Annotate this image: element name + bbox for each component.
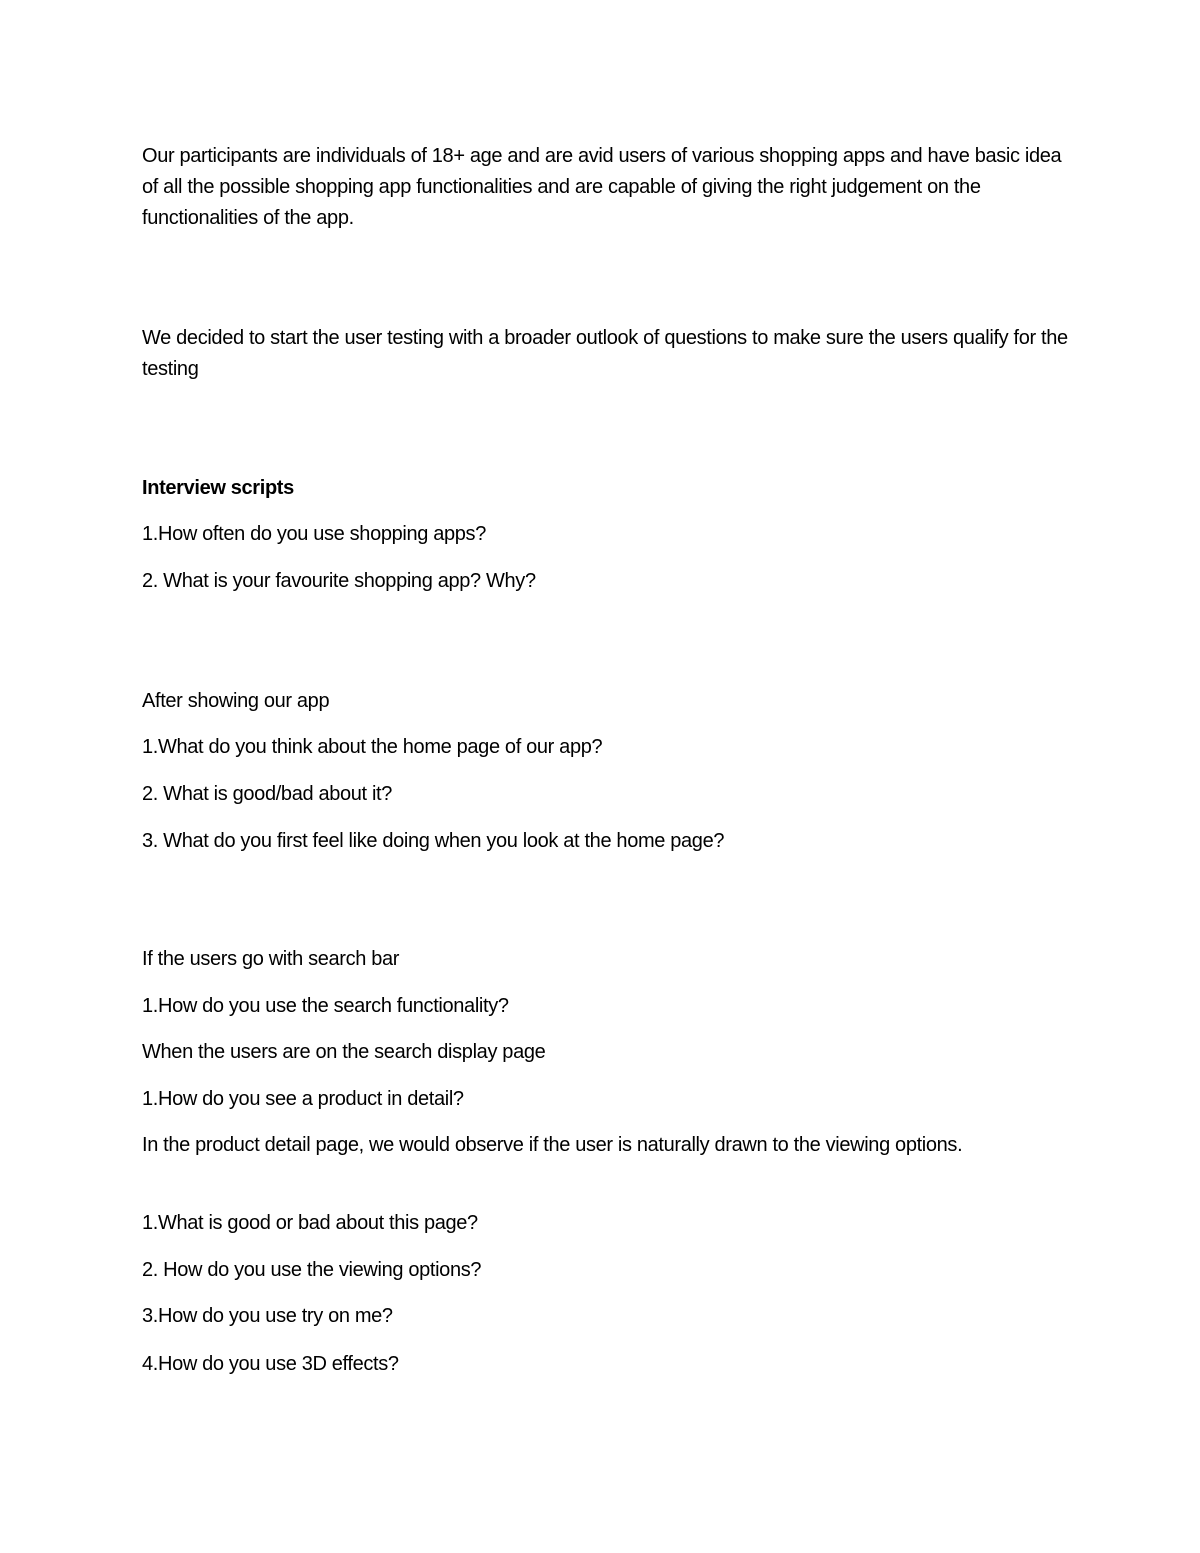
- testing-paragraph: We decided to start the user testing with a broader outlook of questions to make sure the users qualify for the testing: [142, 327, 1068, 380]
- question-search-functionality: 1.How do you use the search functionality?: [142, 995, 509, 1017]
- question-page-good-bad: 1.What is good or bad about this page?: [142, 1212, 478, 1234]
- question-often-use: 1.How often do you use shopping apps?: [142, 523, 486, 545]
- question-first-feel: 3. What do you first feel like doing when you look at the home page?: [142, 830, 725, 852]
- question-try-on-me: 3.How do you use try on me?: [142, 1305, 393, 1327]
- after-showing-heading: After showing our app: [142, 690, 330, 712]
- product-detail-paragraph: In the product detail page, we would observe if the user is naturally drawn to the viewing options.: [142, 1134, 963, 1156]
- question-good-bad: 2. What is good/bad about it?: [142, 783, 393, 805]
- question-viewing-options: 2. How do you use the viewing options?: [142, 1259, 482, 1281]
- question-3d-effects: 4.How do you use 3D effects?: [142, 1353, 399, 1375]
- interview-scripts-heading: Interview scripts: [142, 477, 294, 499]
- search-bar-heading: If the users go with search bar: [142, 948, 400, 970]
- question-product-detail: 1.How do you see a product in detail?: [142, 1088, 464, 1110]
- question-favourite-app: 2. What is your favourite shopping app? Why?: [142, 570, 536, 592]
- intro-paragraph: Our participants are individuals of 18+ age and are avid users of various shopping apps and have basic idea of all the possible shopping app functionalities and are capable of giving the right judgement on the functionalities of the app.: [142, 145, 1062, 229]
- question-home-page: 1.What do you think about the home page of our app?: [142, 736, 603, 758]
- search-display-heading: When the users are on the search display page: [142, 1041, 546, 1063]
